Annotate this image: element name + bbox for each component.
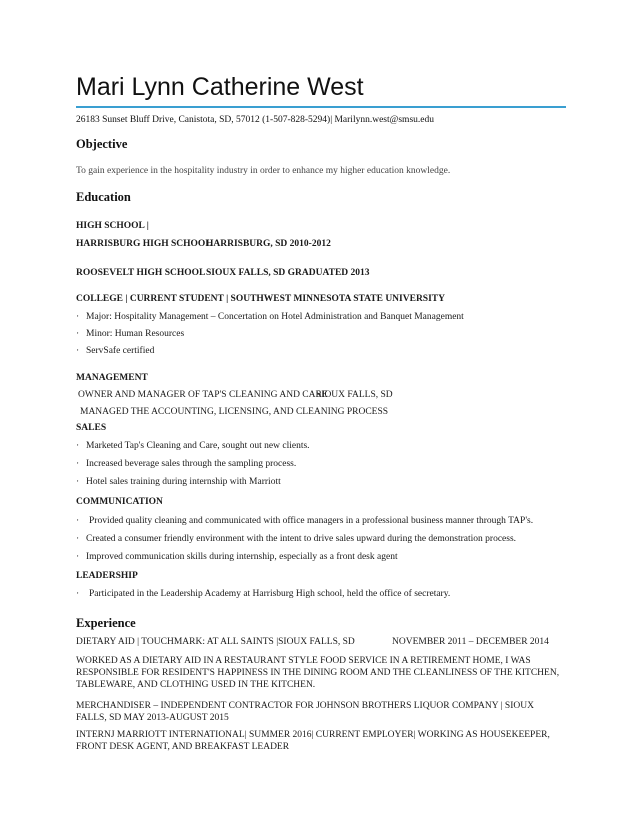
sales-item: · Marketed Tap's Cleaning and Care, sought out new clients.: [76, 440, 566, 452]
management-line2: MANAGED THE ACCOUNTING, LICENSING, AND CLEANING PROCESS: [80, 407, 389, 417]
school1-location: HARRISBURG, SD 2010-2012: [206, 239, 331, 249]
job1-description: WORKED AS A DIETARY AID IN A RESTAURANT STYLE FOOD SERVICE IN A RETIREMENT HOME, I WAS RESPONSIBLE FOR RESIDENT'S HAPPINESS IN THE DINING ROOM AND THE CLEANLINESS OF THE KITCHEN, TABLEWARE, AND CLOTHING USED IN THE KITCHEN.: [76, 656, 560, 690]
communication-item: · Improved communication skills during internship, especially as a front desk agent: [76, 551, 571, 563]
management-heading: MANAGEMENT: [76, 373, 148, 383]
experience-heading: Experience: [76, 616, 136, 630]
sales-item: · Hotel sales training during internship with Marriott: [76, 476, 566, 488]
school2-name: ROOSEVELT HIGH SCHOOL: [76, 268, 206, 278]
leadership-list: [76, 588, 566, 600]
college-item: · Minor: Human Resources: [76, 328, 566, 340]
job1-title: DIETARY AID | TOUCHMARK: AT ALL SAINTS |SIOUX FALLS, SD: [76, 637, 355, 647]
college-list: [76, 311, 566, 357]
college-line: COLLEGE | CURRENT STUDENT | SOUTHWEST MINNESOTA STATE UNIVERSITY: [76, 294, 445, 304]
management-location: SIOUX FALLS, SD: [316, 390, 393, 400]
job3-description: INTERNJ MARRIOTT INTERNATIONAL| SUMMER 2016| CURRENT EMPLOYER| WORKING AS HOUSEKEEPER, FRONT DESK AGENT, AND BREAKFAST LEADER: [76, 730, 550, 752]
contact-line: 26183 Sunset Bluff Drive, Canistota, SD, 57012 (1-507-828-5294)| Marilynn.west@smsu.edu: [76, 115, 434, 125]
leadership-item: · Participated in the Leadership Academy at Harrisburg High school, held the office of secretary.: [76, 588, 566, 600]
sales-list: [76, 440, 566, 488]
leadership-heading: LEADERSHIP: [76, 571, 138, 581]
job2-description: MERCHANDISER – INDEPENDENT CONTRACTOR FOR JOHNSON BROTHERS LIQUOR COMPANY | SIOUX FALLS, SD MAY 2013-AUGUST 2015: [76, 701, 534, 723]
management-line1: OWNER AND MANAGER OF TAP'S CLEANING AND CARE: [78, 390, 328, 400]
sales-heading: SALES: [76, 423, 107, 433]
communication-heading: COMMUNICATION: [76, 497, 163, 507]
communication-item: · Created a consumer friendly environment with the intent to drive sales upward during the demonstration process.: [76, 533, 571, 545]
communication-list: [76, 515, 571, 563]
objective-heading: Objective: [76, 137, 128, 151]
objective-text: To gain experience in the hospitality industry in order to enhance my higher education knowledge.: [76, 166, 451, 176]
communication-item: · Provided quality cleaning and communicated with office managers in a professional business manner through TAP's.: [76, 515, 571, 527]
resume-page: [76, 72, 566, 125]
job1-dates: NOVEMBER 2011 – DECEMBER 2014: [392, 637, 549, 647]
school1-name: HARRISBURG HIGH SCHOOL: [76, 239, 212, 249]
college-item: · Major: Hospitality Management – Concertation on Hotel Administration and Banquet Management: [76, 311, 566, 323]
college-item: · ServSafe certified: [76, 345, 566, 357]
high-school-label: HIGH SCHOOL |: [76, 221, 149, 231]
sales-item: · Increased beverage sales through the sampling process.: [76, 458, 566, 470]
school2-location: SIOUX FALLS, SD GRADUATED 2013: [206, 268, 370, 278]
header-rule: [76, 106, 566, 108]
resume-name: Mari Lynn Catherine West: [76, 73, 364, 101]
education-heading: Education: [76, 190, 131, 204]
